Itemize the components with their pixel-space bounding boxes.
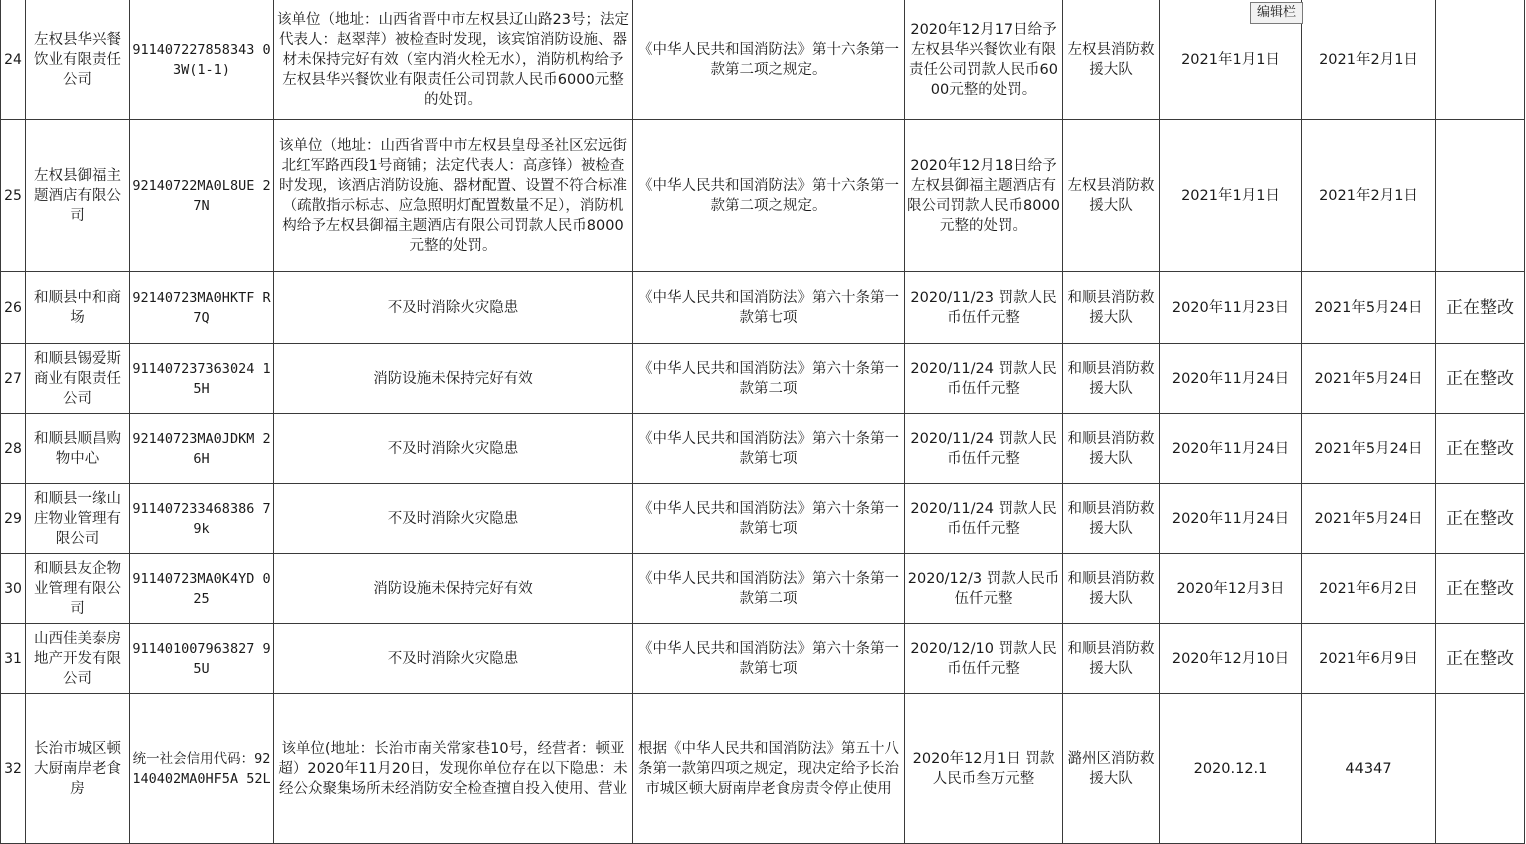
legal-basis-cell[interactable]: 根据《中华人民共和国消防法》第五十八条第一款第四项之规定，现决定给予长治市城区顿大厨南岸老食房责令停止使用 xyxy=(633,694,905,844)
legal-basis-cell[interactable]: 《中华人民共和国消防法》第六十条第一款第七项 xyxy=(633,414,905,484)
violation-description-cell[interactable]: 不及时消除火灾隐患 xyxy=(274,624,633,694)
credit-code-cell[interactable]: 92140723MA0JDKM 26H xyxy=(130,414,274,484)
authority-cell[interactable]: 左权县消防救援大队 xyxy=(1063,120,1160,272)
deadline-date-cell[interactable]: 2021年5月24日 xyxy=(1302,344,1436,414)
legal-basis-cell[interactable]: 《中华人民共和国消防法》第六十条第一款第二项 xyxy=(633,554,905,624)
penalty-cell[interactable]: 2020年12月17日给予左权县华兴餐饮业有限责任公司罚款人民币6000元整的处罚。 xyxy=(905,0,1063,120)
penalty-cell[interactable]: 2020/12/3 罚款人民币伍仟元整 xyxy=(905,554,1063,624)
table-row[interactable] xyxy=(1,484,1525,554)
violation-description-cell[interactable]: 该单位（地址：山西省晋中市左权县辽山路23号；法定代表人：赵翠萍）被检查时发现，该宾馆消防设施、器材未保持完好有效（室内消火栓无水），消防机构给予左权县华兴餐饮业有限责任公司罚款人民币6000元整的处罚。 xyxy=(274,0,633,120)
credit-code-cell[interactable]: 92140723MA0HKTF R7Q xyxy=(130,272,274,344)
deadline-date-cell[interactable]: 2021年5月24日 xyxy=(1302,484,1436,554)
credit-code-cell[interactable]: 911407227858343 03W(1-1) xyxy=(130,0,274,120)
row-number[interactable]: 25 xyxy=(1,120,26,272)
status-cell[interactable] xyxy=(1436,120,1525,272)
violation-description-cell[interactable]: 消防设施未保持完好有效 xyxy=(274,554,633,624)
table-row[interactable] xyxy=(1,344,1525,414)
authority-cell[interactable]: 左权县消防救援大队 xyxy=(1063,0,1160,120)
deadline-date-cell[interactable]: 2021年6月2日 xyxy=(1302,554,1436,624)
violation-description-cell[interactable]: 不及时消除火灾隐患 xyxy=(274,414,633,484)
deadline-date-cell[interactable]: 2021年2月1日 xyxy=(1302,120,1436,272)
edit-bar-button[interactable]: 编辑栏 xyxy=(1250,2,1303,24)
legal-basis-cell[interactable]: 《中华人民共和国消防法》第十六条第一款第二项之规定。 xyxy=(633,0,905,120)
row-number[interactable]: 27 xyxy=(1,344,26,414)
legal-basis-cell[interactable]: 《中华人民共和国消防法》第六十条第一款第七项 xyxy=(633,484,905,554)
table-row[interactable] xyxy=(1,554,1525,624)
credit-code-cell[interactable]: 92140722MA0L8UE 27N xyxy=(130,120,274,272)
authority-cell[interactable]: 和顺县消防救援大队 xyxy=(1063,272,1160,344)
penalty-date-cell[interactable]: 2020年11月24日 xyxy=(1160,414,1302,484)
status-cell[interactable]: 正在整改 xyxy=(1436,272,1525,344)
status-cell[interactable] xyxy=(1436,694,1525,844)
status-cell[interactable] xyxy=(1436,0,1525,120)
authority-cell[interactable]: 和顺县消防救援大队 xyxy=(1063,554,1160,624)
unit-name-cell[interactable]: 和顺县一缘山庄物业管理有限公司 xyxy=(26,484,130,554)
row-number[interactable]: 30 xyxy=(1,554,26,624)
unit-name-cell[interactable]: 左权县御福主题酒店有限公司 xyxy=(26,120,130,272)
legal-basis-cell[interactable]: 《中华人民共和国消防法》第十六条第一款第二项之规定。 xyxy=(633,120,905,272)
status-cell[interactable]: 正在整改 xyxy=(1436,344,1525,414)
unit-name-cell[interactable]: 和顺县中和商场 xyxy=(26,272,130,344)
penalty-date-cell[interactable]: 2020年11月24日 xyxy=(1160,344,1302,414)
table-row[interactable] xyxy=(1,120,1525,272)
violation-description-cell[interactable]: 不及时消除火灾隐患 xyxy=(274,484,633,554)
table-row[interactable] xyxy=(1,414,1525,484)
penalty-date-cell[interactable]: 2020.12.1 xyxy=(1160,694,1302,844)
status-cell[interactable]: 正在整改 xyxy=(1436,414,1525,484)
unit-name-cell[interactable]: 和顺县友企物业管理有限公司 xyxy=(26,554,130,624)
deadline-date-cell[interactable]: 2021年2月1日 xyxy=(1302,0,1436,120)
violation-description-cell[interactable]: 不及时消除火灾隐患 xyxy=(274,272,633,344)
credit-code-cell[interactable]: 91140723MA0K4YD 025 xyxy=(130,554,274,624)
legal-basis-cell[interactable]: 《中华人民共和国消防法》第六十条第一款第七项 xyxy=(633,624,905,694)
penalty-date-cell[interactable]: 2020年12月10日 xyxy=(1160,624,1302,694)
penalty-cell[interactable]: 2020年12月18日给予左权县御福主题酒店有限公司罚款人民币8000元整的处罚。 xyxy=(905,120,1063,272)
unit-name-cell[interactable]: 山西佳美泰房地产开发有限公司 xyxy=(26,624,130,694)
row-number[interactable]: 29 xyxy=(1,484,26,554)
penalty-cell[interactable]: 2020/11/24 罚款人民币伍仟元整 xyxy=(905,414,1063,484)
deadline-date-cell[interactable]: 2021年6月9日 xyxy=(1302,624,1436,694)
penalty-cell[interactable]: 2020/12/10 罚款人民币伍仟元整 xyxy=(905,624,1063,694)
legal-basis-cell[interactable]: 《中华人民共和国消防法》第六十条第一款第二项 xyxy=(633,344,905,414)
table-row[interactable] xyxy=(1,694,1525,844)
unit-name-cell[interactable]: 左权县华兴餐饮业有限责任公司 xyxy=(26,0,130,120)
row-number[interactable]: 24 xyxy=(1,0,26,120)
legal-basis-cell[interactable]: 《中华人民共和国消防法》第六十条第一款第七项 xyxy=(633,272,905,344)
penalty-cell[interactable]: 2020/11/24 罚款人民币伍仟元整 xyxy=(905,344,1063,414)
credit-code-cell[interactable]: 911401007963827 95U xyxy=(130,624,274,694)
violation-description-cell[interactable]: 该单位(地址：长治市南关常家巷10号，经营者：顿亚超）2020年11月20日，发现你单位存在以下隐患：未经公众聚集场所未经消防安全检查擅自投入使用、营业 xyxy=(274,694,633,844)
authority-cell[interactable]: 和顺县消防救援大队 xyxy=(1063,624,1160,694)
status-cell[interactable]: 正在整改 xyxy=(1436,554,1525,624)
row-number[interactable]: 26 xyxy=(1,272,26,344)
row-number[interactable]: 28 xyxy=(1,414,26,484)
authority-cell[interactable]: 和顺县消防救援大队 xyxy=(1063,344,1160,414)
penalty-date-cell[interactable]: 2020年11月24日 xyxy=(1160,484,1302,554)
table-row[interactable] xyxy=(1,272,1525,344)
status-cell[interactable]: 正在整改 xyxy=(1436,624,1525,694)
penalty-cell[interactable]: 2020/11/23 罚款人民币伍仟元整 xyxy=(905,272,1063,344)
violation-description-cell[interactable]: 该单位（地址：山西省晋中市左权县皇母圣社区宏远街北红军路西段1号商铺；法定代表人：高彦锋）被检查时发现，该酒店消防设施、器材配置、设置不符合标准（疏散指示标志、应急照明灯配置数量不足），消防机构给予左权县御福主题酒店有限公司罚款人民币8000元整的处罚。 xyxy=(274,120,633,272)
penalty-cell[interactable]: 2020/11/24 罚款人民币伍仟元整 xyxy=(905,484,1063,554)
deadline-date-cell[interactable]: 2021年5月24日 xyxy=(1302,272,1436,344)
unit-name-cell[interactable]: 和顺县锡爱斯商业有限责任公司 xyxy=(26,344,130,414)
penalty-cell[interactable]: 2020年12月1日 罚款人民币叁万元整 xyxy=(905,694,1063,844)
table-row[interactable] xyxy=(1,624,1525,694)
status-cell[interactable]: 正在整改 xyxy=(1436,484,1525,554)
penalty-date-cell[interactable]: 2020年12月3日 xyxy=(1160,554,1302,624)
credit-code-cell[interactable]: 统一社会信用代码：92140402MA0HF5A 52L xyxy=(130,694,274,844)
credit-code-cell[interactable]: 911407233468386 79k xyxy=(130,484,274,554)
penalty-date-cell[interactable]: 2021年1月1日 xyxy=(1160,0,1302,120)
authority-cell[interactable]: 和顺县消防救援大队 xyxy=(1063,484,1160,554)
penalty-date-cell[interactable]: 2020年11月23日 xyxy=(1160,272,1302,344)
unit-name-cell[interactable]: 长治市城区顿大厨南岸老食房 xyxy=(26,694,130,844)
deadline-date-cell[interactable]: 2021年5月24日 xyxy=(1302,414,1436,484)
violation-description-cell[interactable]: 消防设施未保持完好有效 xyxy=(274,344,633,414)
deadline-date-cell[interactable]: 44347 xyxy=(1302,694,1436,844)
row-number[interactable]: 31 xyxy=(1,624,26,694)
credit-code-cell[interactable]: 911407237363024 15H xyxy=(130,344,274,414)
authority-cell[interactable]: 潞州区消防救援大队 xyxy=(1063,694,1160,844)
unit-name-cell[interactable]: 和顺县顺昌购物中心 xyxy=(26,414,130,484)
penalty-date-cell[interactable]: 2021年1月1日 xyxy=(1160,120,1302,272)
authority-cell[interactable]: 和顺县消防救援大队 xyxy=(1063,414,1160,484)
row-number[interactable]: 32 xyxy=(1,694,26,844)
